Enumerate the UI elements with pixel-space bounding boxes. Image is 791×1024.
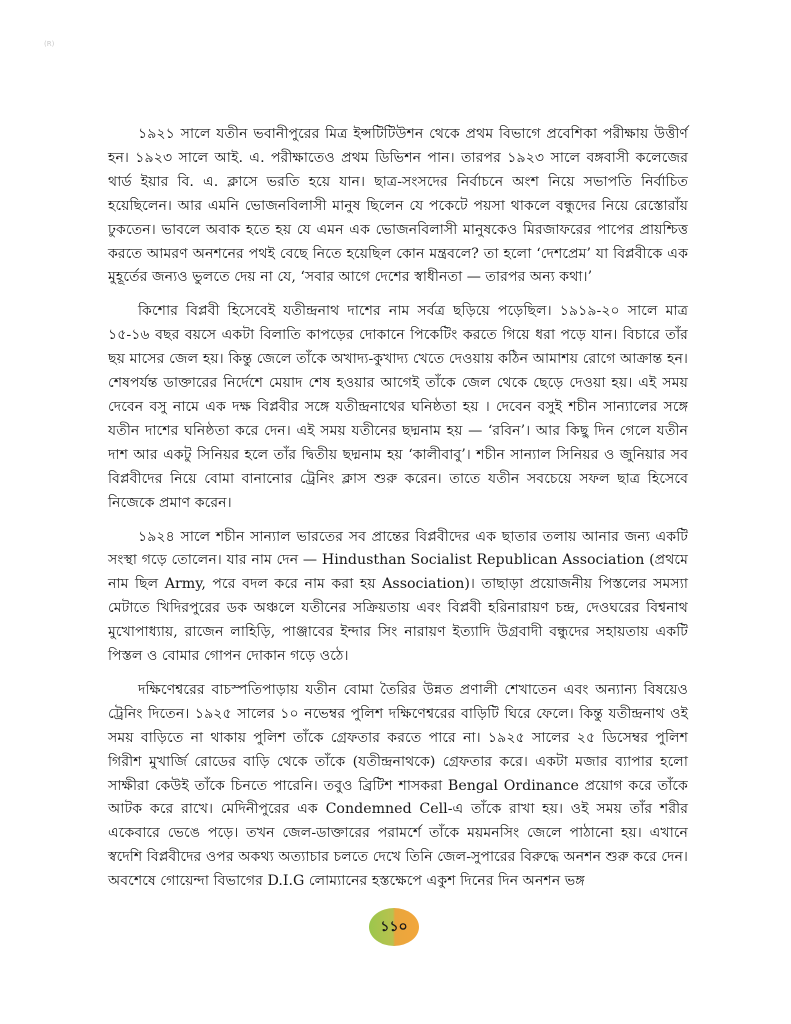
page-number-badge [369, 908, 419, 946]
text-body [108, 123, 688, 904]
paragraph-4: দক্ষিণেশ্বরের বাচস্পতিপাড়ায় যতীন বোমা তৈরির উন্নত প্রণালী শেখাতেন এবং অন্যান্য বিষয়েও ট্রেনিং দিতেন। ১৯২৫ সালের ১০ নভেম্বর পুলিশ দক্ষিণেশ্বরের বাড়িটি ঘিরে ফেলে। কিন্তু যতীন্দ্রনাথ ওই সময় বাড়িতে না থাকায় পুলিশ তাঁকে গ্রেফতার করতে পারে না। ১৯২৫ সালের ২৫ ডিসেম্বর পুলিশ গিরীশ মুখার্জি রোডের বাড়ি থেকে তাঁকে (যতীন্দ্রনাথকে) গ্রেফতার করে। একটা মজার ব্যাপার হলো সাক্ষীরা কেউই তাঁকে চিনতে পারেনি। তবুও ব্রিটিশ শাসকরা Bengal Ordinance প্রয়োগ করে তাঁকে আটক করে রাখে। মেদিনীপুরের এক Condemned Cell-এ তাঁকে রাখা হয়। ওই সময় তাঁর শরীর একেবারে ভেঙে পড়ে। তখন জেল-ডাক্তারের পরামর্শে তাঁকে ময়মনসিং জেলে পাঠানো হয়। এখানে স্বদেশি বিপ্লবীদের ওপর অকথ্য অত্যাচার চলতে দেখে তিনি জেল-সুপারের বিরুদ্ধে অনশন শুরু করে দেন। অবশেষে গোয়েন্দা বিভাগের D.I.G লোম্যানের হস্তক্ষেপে একুশ দিনের দিন অনশন ভঙ্গ [108, 681, 688, 890]
paragraph-2: কিশোর বিপ্লবী হিসেবেই যতীন্দ্রনাথ দাশের নাম সর্বত্র ছড়িয়ে পড়েছিল। ১৯১৯-২০ সালে মাত্র ১৫-১৬ বছর বয়সে একটা বিলাতি কাপড়ের দোকানে পিকেটিং করতে গিয়ে ধরা পড়ে যান। বিচারে তাঁর ছয় মাসের জেল হয়। কিন্তু জেলে তাঁকে অখাদ্য-কুখাদ্য খেতে দেওয়ায় কঠিন আমাশয় রোগে আক্রান্ত হন। শেষপর্যন্ত ডাক্তারের নির্দেশে মেয়াদ শেষ হওয়ার আগেই তাঁকে জেল থেকে ছেড়ে দেওয়া হয়। এই সময় দেবেন বসু নামে এক দক্ষ বিপ্লবীর সঙ্গে যতীন্দ্রনাথের ঘনিষ্ঠতা হয় । দেবেন বসুই শচীন সান্যালের সঙ্গে যতীন দাশের ঘনিষ্ঠতা করে দেন। এই সময় যতীনের ছদ্মনাম হয় — ‘রবিন’। আর কিছু দিন গেলে যতীন দাশ আর একটু সিনিয়র হলে তাঁর দ্বিতীয় ছদ্মনাম হয় ‘কালীবাবু’। শচীন সান্যাল সিনিয়র ও জুনিয়ার সব বিপ্লবীদের নিয়ে বোমা বানানোর ট্রেনিং ক্লাস শুরু করেন। তাতে যতীন সবচেয়ে সফল ছাত্র হিসেবে নিজেকে প্রমাণ করেন। [108, 303, 688, 511]
paragraph-1: ১৯২১ সালে যতীন ভবানীপুরের মিত্র ইন্সটিটিউশন থেকে প্রথম বিভাগে প্রবেশিকা পরীক্ষায় উত্তীর্ণ হন। ১৯২৩ সালে আই. এ. পরীক্ষাতেও প্রথম ডিভিশন পান। তারপর ১৯২৩ সালে বঙ্গবাসী কলেজের থার্ড ইয়ার বি. এ. ক্লাসে ভরতি হয়ে যান। ছাত্র-সংসদের নির্বাচনে অংশ নিয়ে সভাপতি নির্বাচিত হয়েছিলেন। আর এমনি ভোজনবিলাসী মানুষ ছিলেন যে পকেটে পয়সা থাকলে বন্ধুদের নিয়ে রেস্তোরাঁয় ঢুকতেন। ভাবলে অবাক হতে হয় যে এমন এক ভোজনবিলাসী মানুষকেও মিরজাফরের পাপের প্রায়শ্চিত্ত করতে আমরণ অনশনের পথই বেছে নিতে হয়েছিল কোন মন্ত্রবলে? তা হলো ‘দেশপ্রেম’ যা বিপ্লবীকে এক মুহূর্তের জন্যও ভুলতে দেয় না যে, ‘সবার আগে দেশের স্বাধীনতা — তারপর অন্য কথা।’ [108, 126, 688, 286]
corner-mark: (R) [44, 40, 55, 48]
paragraph-3: ১৯২৪ সালে শচীন সান্যাল ভারতের সব প্রান্তের বিপ্লবীদের এক ছাতার তলায় আনার জন্য একটি সংস্থা গড়ে তোলেন। যার নাম দেন — Hindusthan Socialist Republican Association (প্রথমে নাম ছিল Army, পরে বদল করে নাম করা হয় Association)। তাছাড়া প্রয়োজনীয় পিস্তলের সমস্যা মেটাতে খিদিরপুরের ডক অঞ্চলে যতীনের সক্রিয়তায় এবং বিপ্লবী হরিনারায়ণ চন্দ্র, দেওঘরের বিশ্বনাথ মুখোপাধ্যায়, রাজেন লাহিড়ি, পাঞ্জাবের ইন্দার সিং নারায়ণ ইত্যাদি উগ্রবাদী বন্ধুদের সহায়তায় একটি পিস্তল ও বোমার গোপন দোকান গড়ে ওঠে। [108, 528, 688, 665]
page-number: ১১০ [380, 919, 408, 935]
